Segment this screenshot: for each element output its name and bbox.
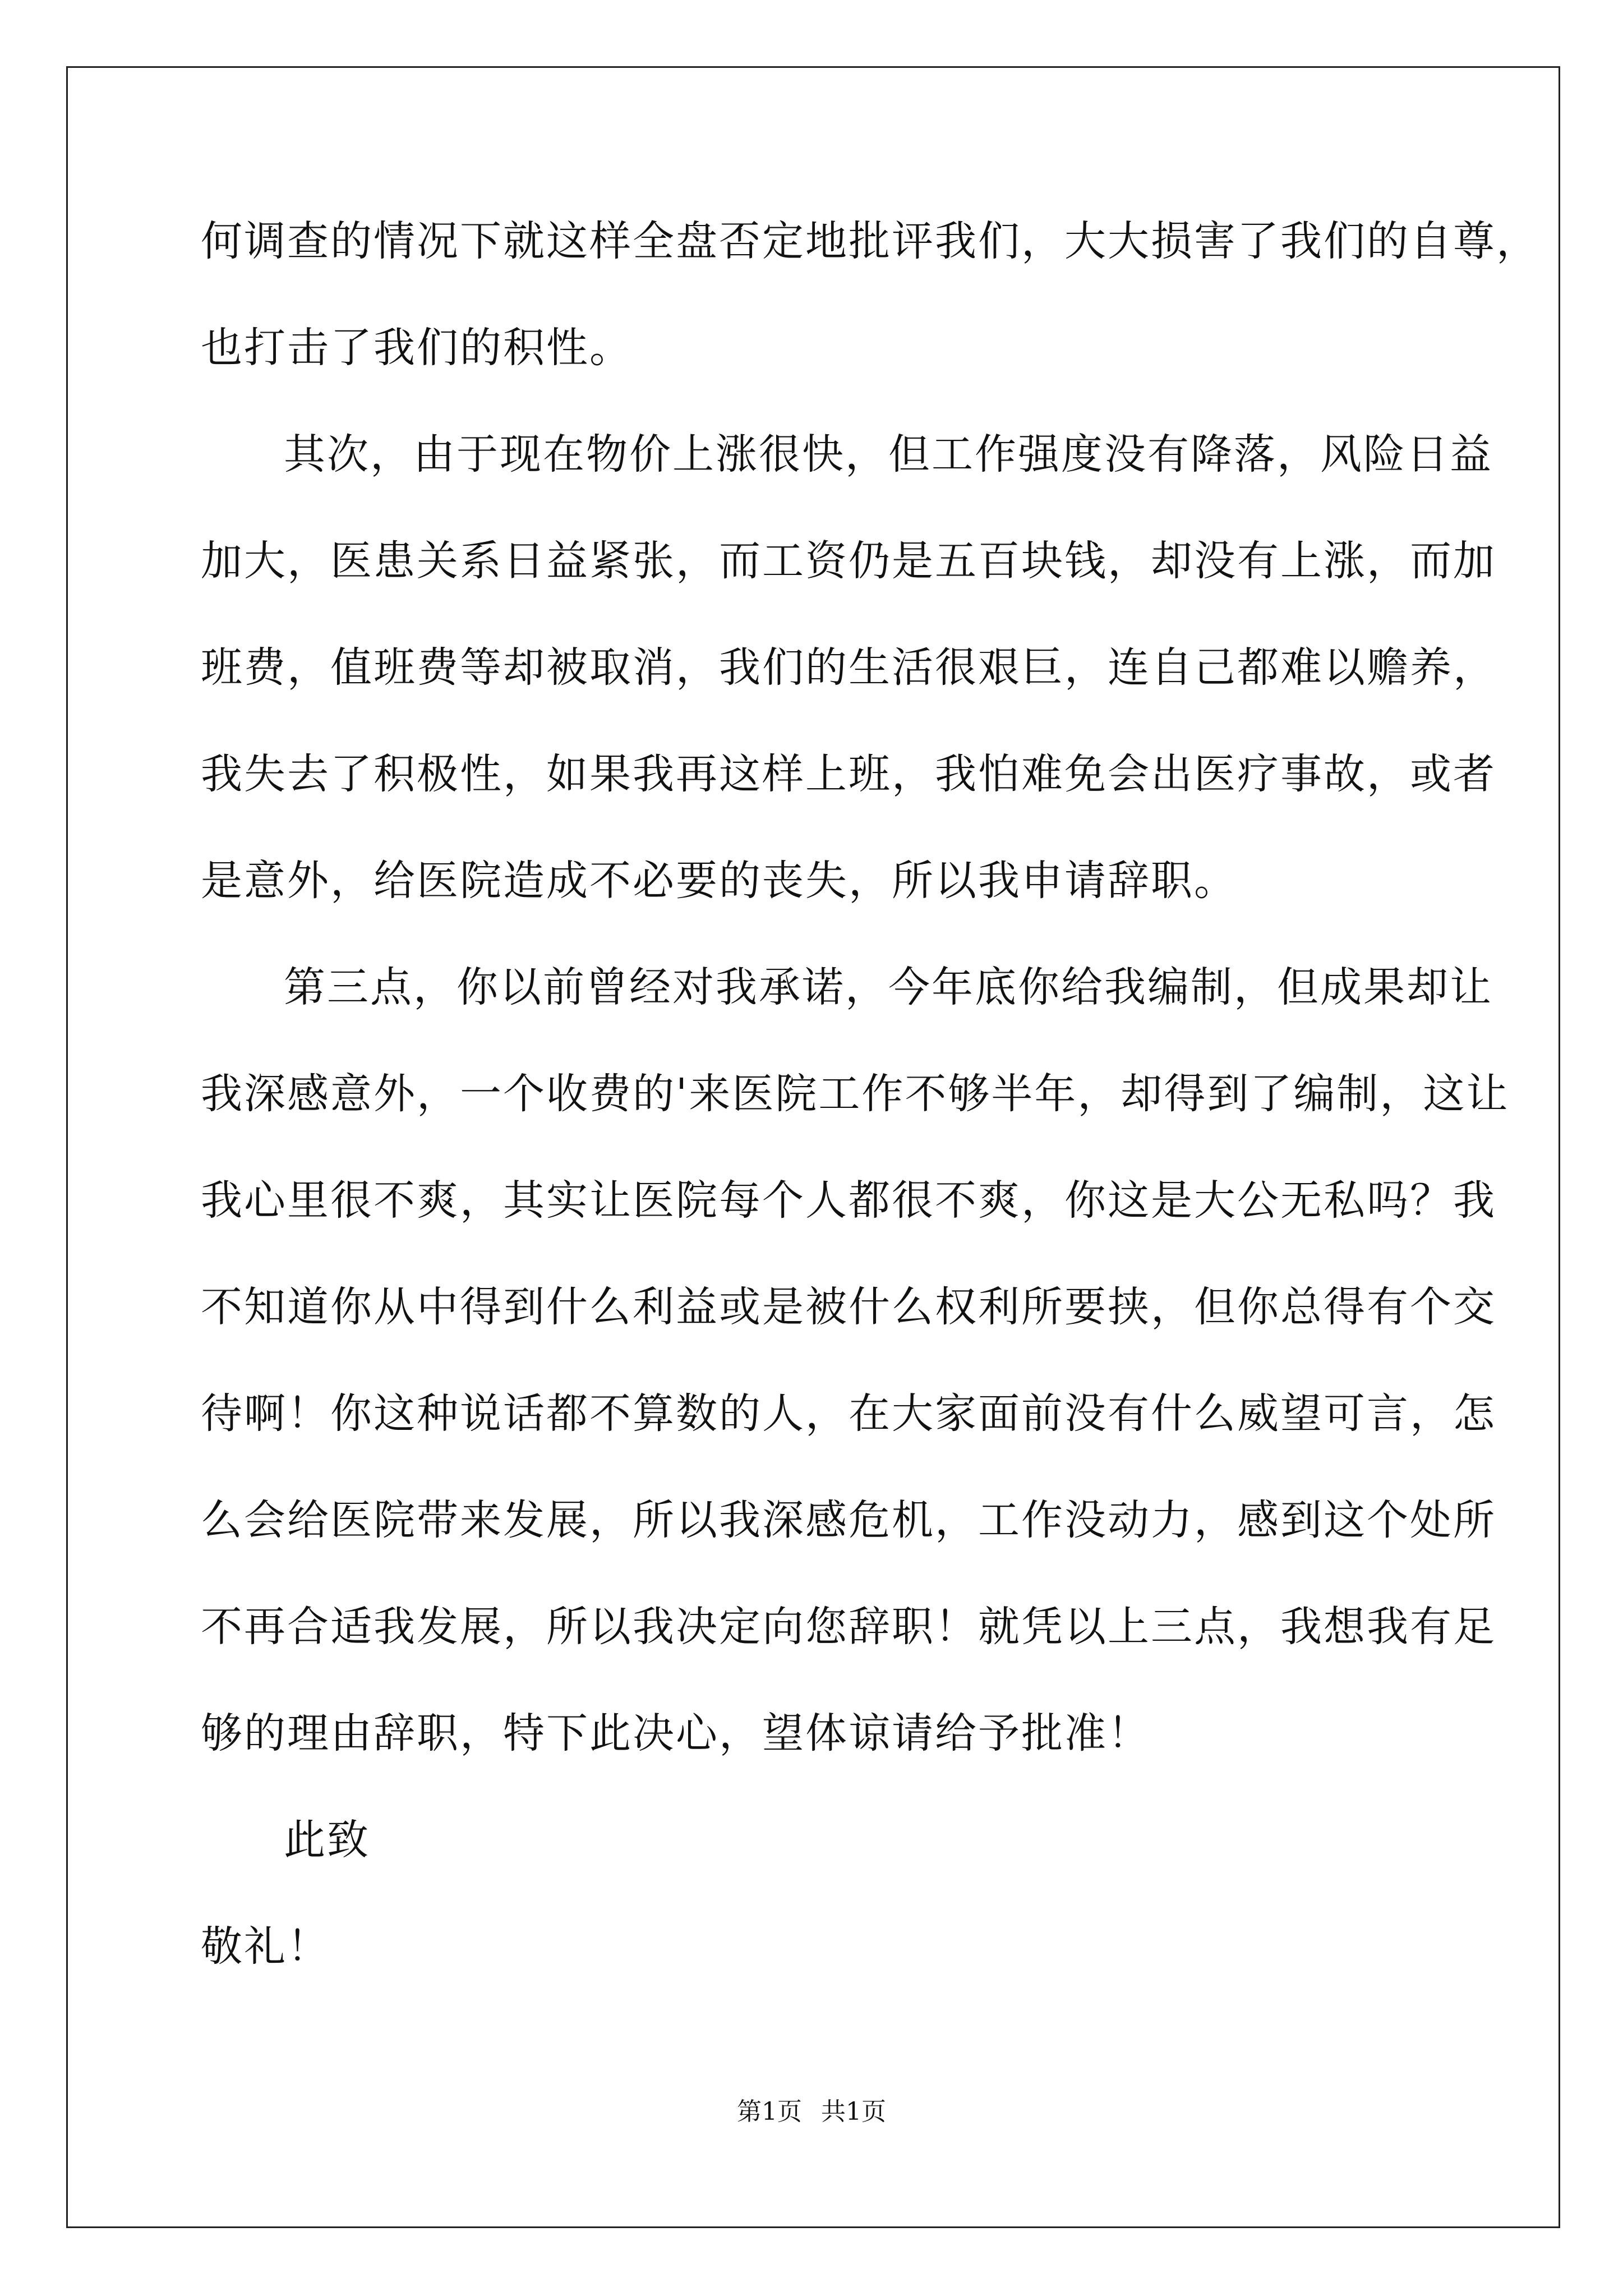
page-total: 共1页 [821,2097,886,2126]
text-line: 我心里很不爽，其实让医院每个人都很不爽，你这是大公无私吗？我 [201,1176,1496,1225]
page-number: 第1页 [737,2097,802,2126]
closing-regards: 敬礼！ [201,1922,330,1971]
text-line: 我深感意外，一个收费的'来医院工作不够半年，却得到了编制，这让 [201,1070,1510,1118]
text-line: 加大，医患关系日益紧张，而工资仍是五百块钱，却没有上涨，而加 [201,537,1496,585]
text-line: 不知道你从中得到什么利益或是被什么权利所要挟，但你总得有个交 [201,1283,1496,1331]
text-line: 待啊！你这种说话都不算数的人，在大家面前没有什么威望可言，怎 [201,1389,1496,1438]
text-line: 其次，由于现在物价上涨很快，但工作强度没有降落，风险日益 [284,430,1493,478]
text-line: 么会给医院带来发展，所以我深感危机，工作没动力，感到这个处所 [201,1496,1496,1544]
closing-salutation: 此致 [284,1816,370,1864]
text-line: 班费，值班费等却被取消，我们的生活很艰巨，连自己都难以赡养， [201,643,1496,692]
text-line: 够的理由辞职，特下此决心，望体谅请给予批准！ [201,1709,1151,1757]
text-line: 是意外，给医院造成不必要的丧失，所以我申请辞职。 [201,857,1237,905]
text-line: 第三点，你以前曾经对我承诺，今年底你给我编制，但成果却让 [284,963,1493,1011]
text-line: 不再合适我发展，所以我决定向您辞职！就凭以上三点，我想我有足 [201,1603,1496,1651]
page-footer [0,2095,1623,2129]
text-line: 也打击了我们的积性。 [201,324,633,372]
text-line: 我失去了积极性，如果我再这样上班，我怕难免会出医疗事故，或者 [201,750,1496,798]
page-border [66,66,1560,2228]
text-line: 何调查的情况下就这样全盘否定地批评我们，大大损害了我们的自尊， [201,217,1539,265]
